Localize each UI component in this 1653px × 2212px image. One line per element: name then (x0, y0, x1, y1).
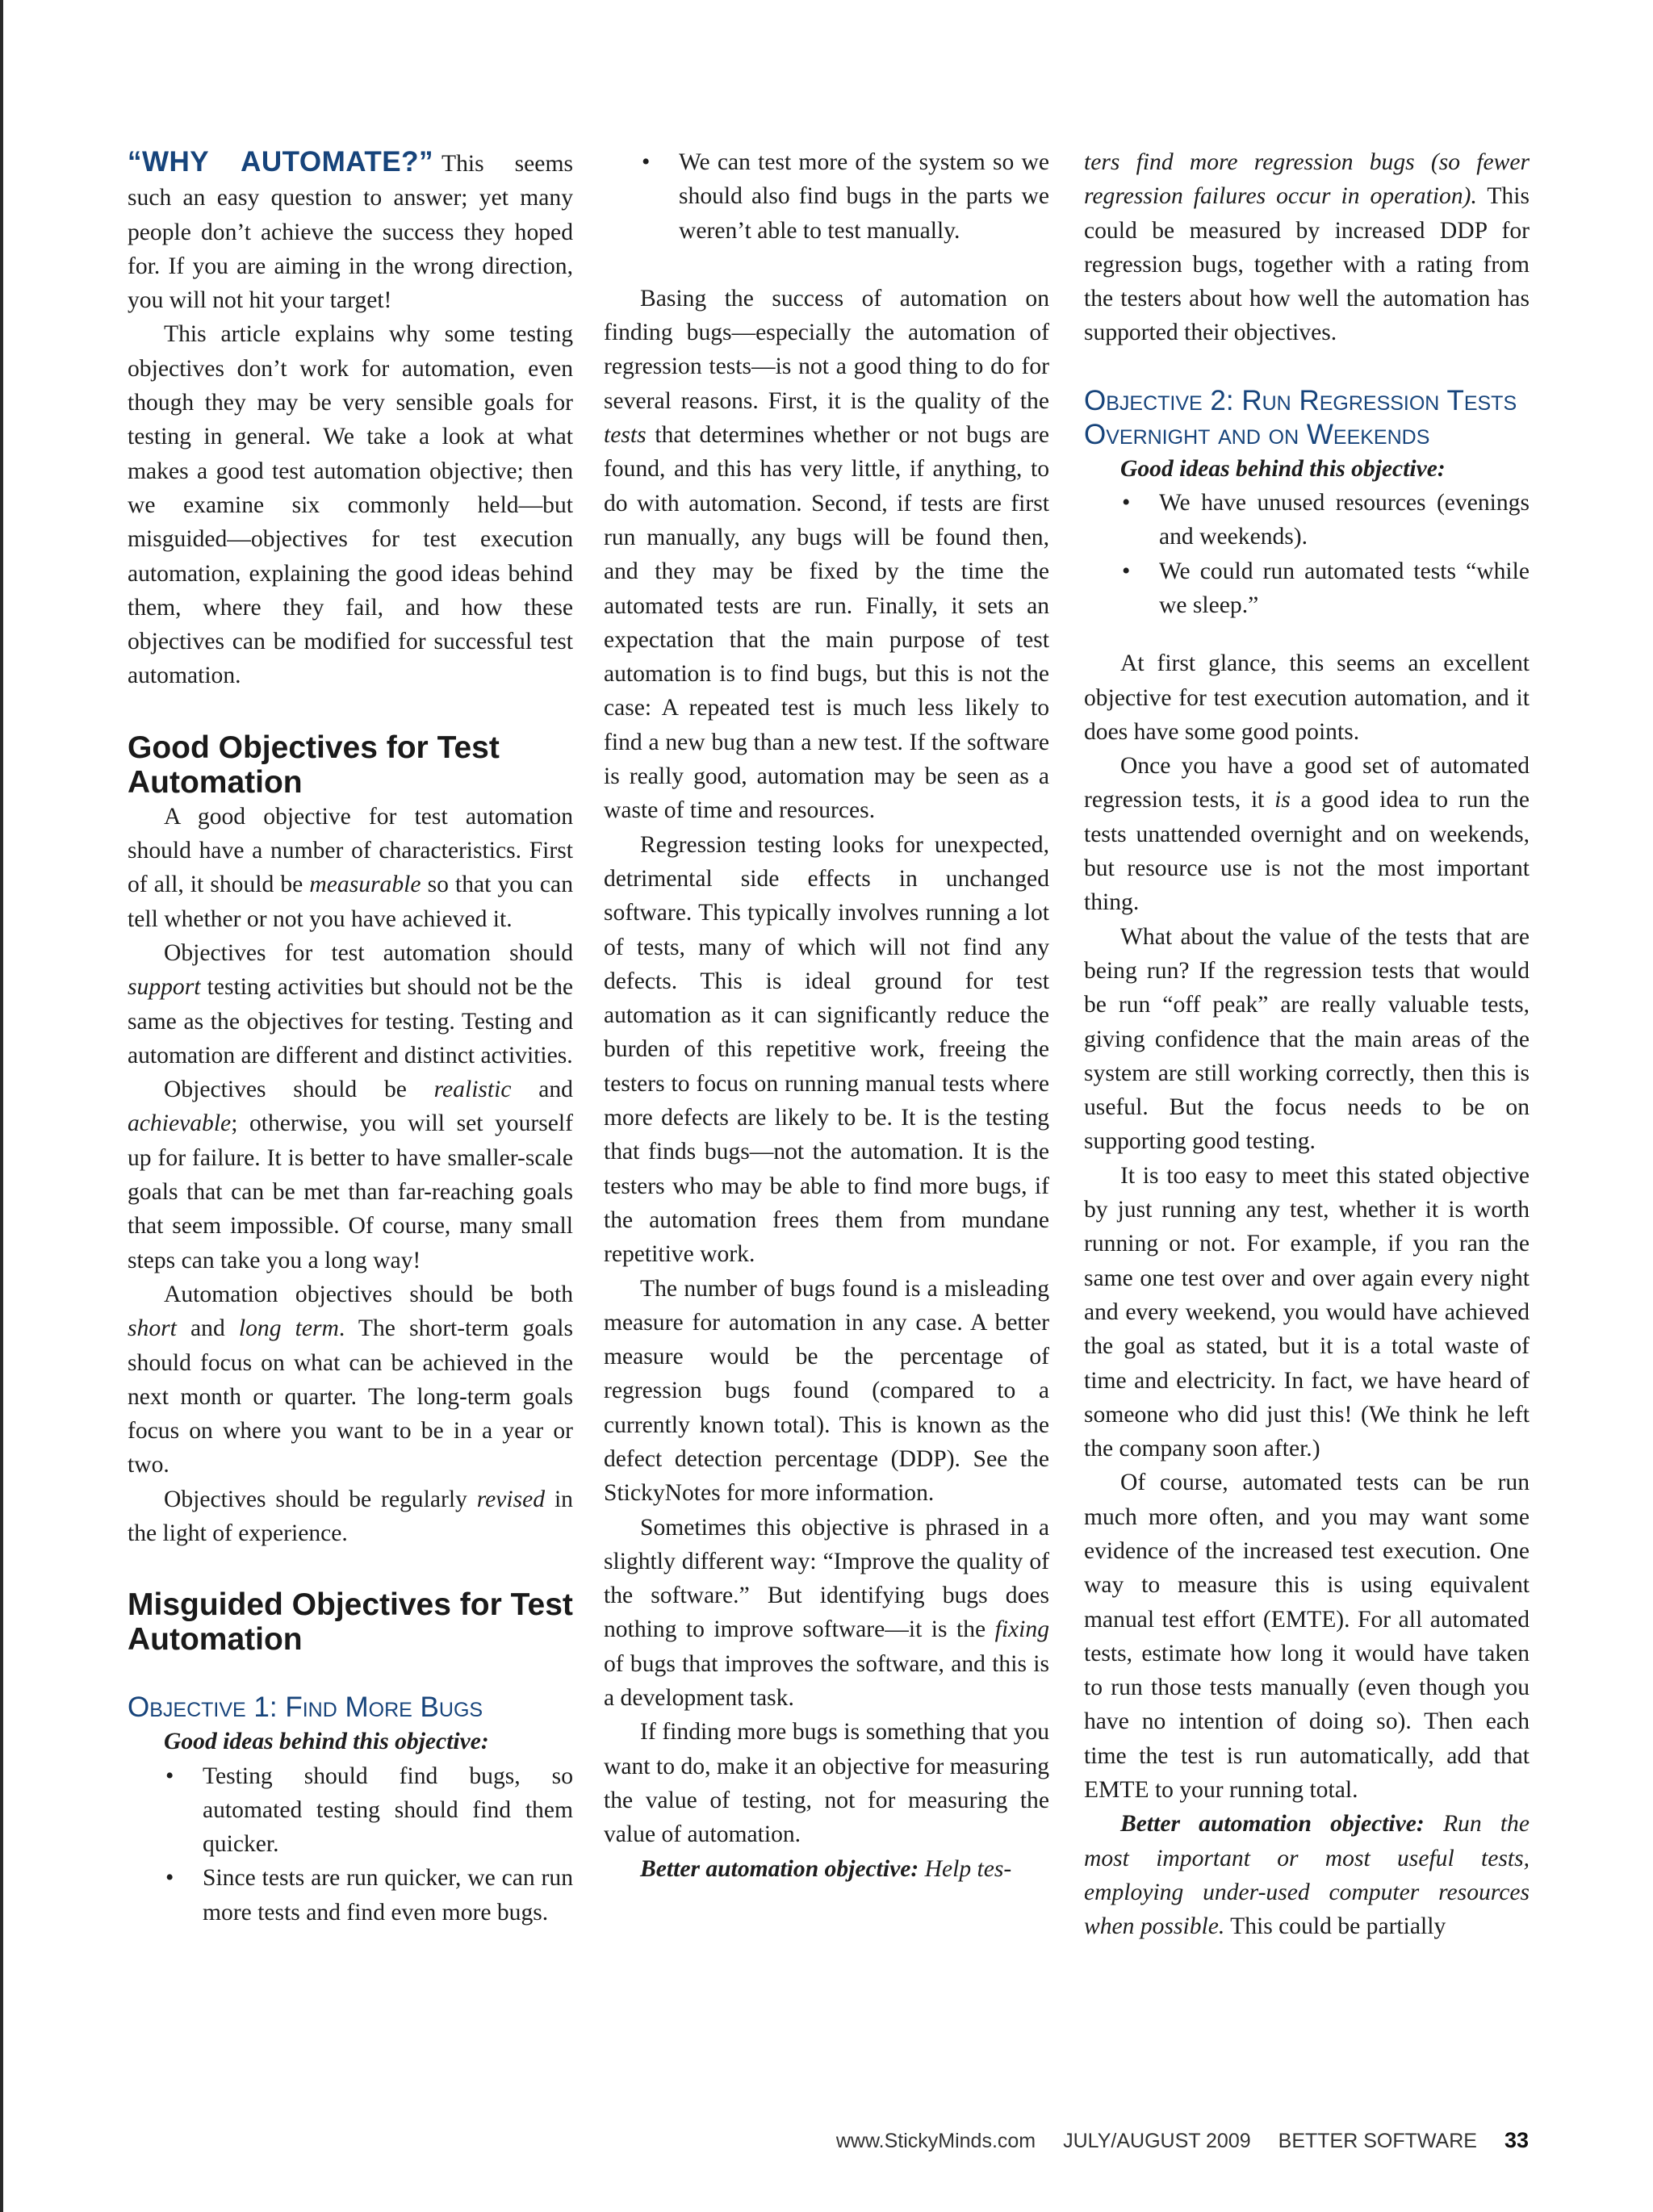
measurable-paragraph: A good objective for test automation should have a number of characteristics. First of all, it should be measurable so that you can tell whether or not you have achieved it. (128, 803, 573, 932)
column-3 (1084, 145, 1530, 1944)
column-1 (128, 145, 573, 1930)
better-objective-1-continued: ters find more regression bugs (so fewer regression failures occur in operation). This could be measured by increased DDP for regression bugs, together with a rating from the testers about how well the automation has supported their objectives. (1084, 149, 1530, 346)
article-overview-paragraph: This article explains why some testing objectives don’t work for automation, even though they may be very sensible goals for testing in general. We take a look at what makes a good test automation objective; then we examine six commonly held—but misguided—objectives for test execution automation, explaining the good ideas behind them, where they fail, and how these objectives can be modified for successful test automation. (128, 321, 573, 689)
column-2 (604, 145, 1049, 1886)
bullet-item: • Testing should find bugs, so automated testing should find them quicker. (128, 1759, 573, 1862)
good-ideas-label: Good ideas behind this objective: (164, 1729, 489, 1755)
objective-1-heading: Objective 1: Find More Bugs (128, 1691, 483, 1724)
first-glance-paragraph: At first glance, this seems an excellent objective for test execution automation, and it does have some good points. (1084, 650, 1530, 745)
revised-paragraph: Objectives should be regularly revised in the light of experience. (128, 1486, 573, 1546)
objective-1-bullet-list-continued (604, 145, 1049, 248)
better-objective-1-start: Better automation objective: Help tes- (640, 1855, 1012, 1882)
intro-text: This seems such an easy question to answer; yet many people don’t achieve the success they hoped for. If you are aiming in the wrong direction, you will not hit your target! (128, 151, 573, 314)
phrasing-paragraph: Sometimes this objective is phrased in a slightly different way: “Improve the quality of the software.” But identifying bugs does nothing to improve software—it is the fixing of bugs that improves the software, and this is a development task. (604, 1514, 1049, 1712)
realistic-paragraph: Objectives should be realistic and achievable; otherwise, you will set yourself up for failure. It is better to have smaller-scale goals that can be met than far-reaching goals that seem impossible. Of course, many small steps can take you a long way! (128, 1077, 573, 1273)
lead-in-label: “WHY AUTOMATE?” (128, 146, 434, 178)
objective-2-heading: Objective 2: Run Regression Tests Overnight and on Weekends (1084, 384, 1517, 450)
basing-success-paragraph: Basing the success of automation on finding bugs—especially the automation of regression tests—is not a good thing to do for several reasons. First, it is the quality of the tests that determines whether or not bugs are found, and this has very little, if anything, to do with automation. Second, if tests are first run manually, any bugs will be found then, and they may be fixed by the time the automated tests are run. Finally, it sets an expectation that the main purpose of test automation is to find bugs, but this is not the case: A repeated test is much less likely to find a new bug than a new test. If the software is really good, automation may be seen as a waste of time and resources. (604, 285, 1049, 824)
finding-bugs-paragraph: If finding more bugs is something that you want to do, make it an objective for measuring the value of testing, not for measuring the value of automation. (604, 1719, 1049, 1848)
better-objective-2: Better automation objective: Run the most important or most useful tests, employing under-used computer resources when possible. This could be partially (1084, 1811, 1530, 1940)
good-set-paragraph: Once you have a good set of automated regression tests, it is a good idea to run the tests unattended overnight and on weekends, but resource use is not the most important thing. (1084, 753, 1530, 916)
bullet-item: • We have unused resources (evenings and weekends). (1084, 486, 1530, 554)
good-ideas-label: Good ideas behind this objective: (1120, 455, 1446, 482)
footer-magazine: BETTER SOFTWARE (1278, 2130, 1477, 2152)
footer-url: www.StickyMinds.com (835, 2130, 1036, 2152)
bug-count-paragraph: The number of bugs found is a misleading measure for automation in any case. A better measure would be the percentage of regression bugs found (compared to a currently known total). This is known as the defect detection percentage (DDP). See the StickyNotes for more information. (604, 1275, 1049, 1507)
support-paragraph: Objectives for test automation should support testing activities but should not be the same as the objectives for testing. Testing and automation are different and distinct activities. (128, 939, 573, 1068)
intro-paragraph (128, 145, 573, 317)
page-footer (836, 2128, 1529, 2153)
value-of-tests-paragraph: What about the value of the tests that are being run? If the regression tests that would be run “off peak” are really valuable tests, giving confidence that the main areas of the system are still working correctly, then this is useful. But the focus needs to be on supporting good testing. (1084, 923, 1530, 1155)
heading-good-objectives: Good Objectives for Test Automation (128, 730, 500, 800)
short-long-term-paragraph: Automation objectives should be both short and long term. The short-term goals should focus on what can be achieved in the next month or quarter. The long-term goals focus on where you want to be in a year or two. (128, 1281, 573, 1478)
heading-misguided-objectives: Misguided Objectives for Test Automation (128, 1587, 573, 1658)
objective-1-bullet-list (128, 1759, 573, 1930)
footer-issue: JULY/AUGUST 2009 (1063, 2130, 1251, 2152)
too-easy-paragraph: It is too easy to meet this stated objective by just running any test, whether it is worth running or not. For example, if you ran the same one test over and over again every night and every weekend, you would have achieved the goal as stated, but it is a total waste of time and electricity. In fact, we have heard of someone who did just this! (We think he left the company soon after.) (1084, 1162, 1530, 1462)
objective-2-bullet-list (1084, 486, 1530, 622)
bullet-item: • We can test more of the system so we should also find bugs in the parts we weren’t able to test manually. (604, 145, 1049, 248)
bullet-item: • We could run automated tests “while we sleep.” (1084, 554, 1530, 623)
emte-paragraph: Of course, automated tests can be run much more often, and you may want some evidence of the increased test execution. One way to measure this is using equivalent manual test effort (EMTE). For all automated tests, estimate how long it would have taken to run those tests manually (even though you have no intention of doing so). Then each time the test is run automatically, add that EMTE to your running total. (1084, 1470, 1530, 1804)
regression-testing-paragraph: Regression testing looks for unexpected, detrimental side effects in unchanged software. This typically involves running a lot of tests, many of which will not find any defects. This is ideal ground for test automation as it can significantly reduce the burden of this repetitive work, freeing the testers to focus on running manual tests where more defects are likely to be. It is the testing that finds bugs—not the automation. It is the testers who may be able to find more bugs, if the automation frees them from mundane repetitive work. (604, 831, 1049, 1268)
page-edge-bar (0, 0, 3, 2212)
page-number: 33 (1504, 2128, 1529, 2152)
bullet-item: • Since tests are run quicker, we can run more tests and find even more bugs. (128, 1861, 573, 1930)
